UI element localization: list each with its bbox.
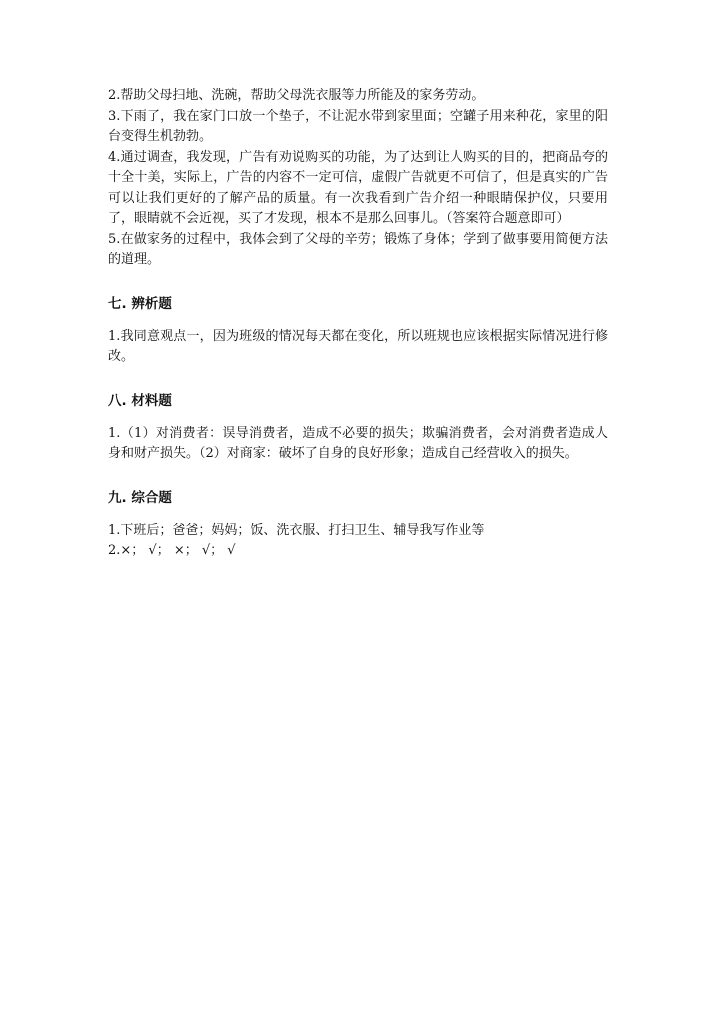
section-heading-discrimination: 七. 辨析题 [108,295,172,312]
answer-item: 2.×； √； ×； √； √ [108,543,236,558]
answer-item: 4.通过调查，我发现，广告有劝说购买的功能，为了达到让人购买的目的，把商品夸的十全十美，实际上，广告的内容不一定可信，虚假广告就更不可信了，但是真实的广告可以让我们更好的了解产品的质量。有一次我看到广告介绍一种眼睛保护仪，只要用了，眼睛就不会近视，买了才发现，根本不是那么回事儿。（答案符合题意即可） [108,149,608,226]
section-heading-comprehensive: 九. 综合题 [108,489,172,506]
answer-item: 5.在做家务的过程中，我体会到了父母的辛劳；锻炼了身体；学到了做事要用简便方法的道理。 [108,231,608,267]
answer-item: 1.下班后；爸爸；妈妈；饭、洗衣服、打扫卫生、辅导我写作业等 [108,522,485,538]
answer-item: 3.下雨了，我在家门口放一个垫子，不让泥水带到家里面；空罐子用来种花，家里的阳台变得生机勃勃。 [108,108,608,144]
answer-item: 2.帮助父母扫地、洗碗，帮助父母洗衣服等力所能及的家务劳动。 [108,88,485,103]
answer-item: 1.（1）对消费者：误导消费者，造成不必要的损失；欺骗消费者，会对消费者造成人身和财产损失。（2）对商家：破坏了自身的良好形象；造成自己经营收入的损失。 [108,425,608,461]
answer-item: 1.我同意观点一，因为班级的情况每天都在变化，所以班规也应该根据实际情况进行修改。 [108,328,608,364]
document-content [108,86,608,562]
section-heading-material: 八. 材料题 [108,392,172,409]
